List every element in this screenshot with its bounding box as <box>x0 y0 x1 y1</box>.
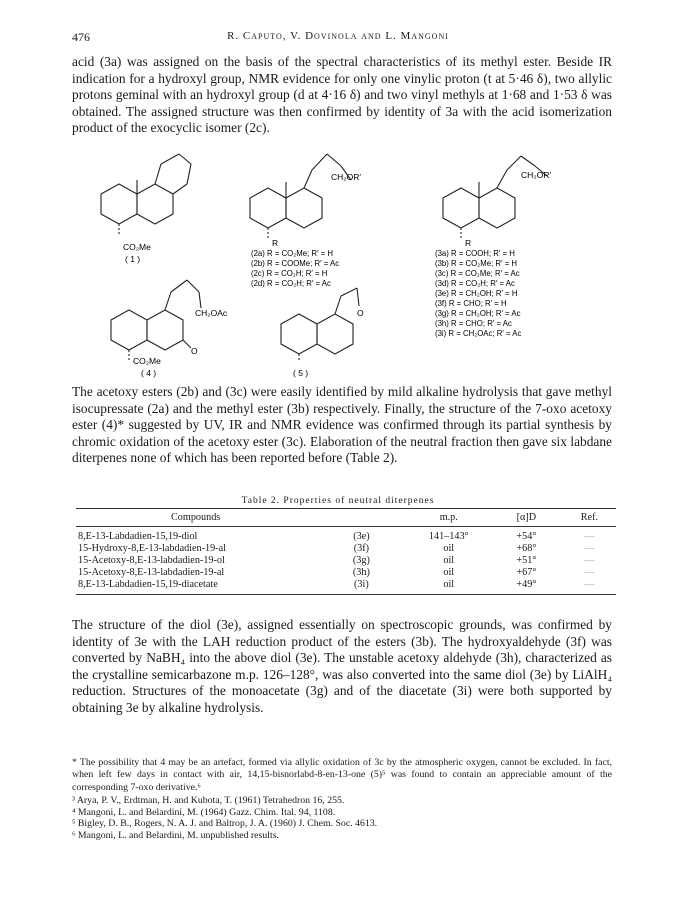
table-row <box>76 555 616 567</box>
cell-ref: — <box>584 543 595 554</box>
reference-item: ⁴ Mangoni, L. and Belardini, M. (1964) Gazz. Chim. Ital. 94, 1108. <box>72 806 336 818</box>
series-2-line: (2d) R = CO₂H; R′ = Ac <box>251 279 331 288</box>
series-2-line: (2b) R = COOMe; R′ = Ac <box>251 259 340 268</box>
cell-compound: 15-Acetoxy-8,E-13-labdadien-19-ol <box>78 555 225 566</box>
compound-5-oxo: O <box>357 308 364 318</box>
compound-4-ch2oac: CH₂OAc <box>195 308 228 318</box>
series-3-line: (3e) R = CH₂OH; R′ = H <box>435 289 518 298</box>
compound-1-structure <box>101 154 191 236</box>
cell-ref: — <box>584 555 595 566</box>
cell-rotation: +68° <box>516 543 537 554</box>
cell-compound: 8,E-13-Labdadien-15,19-diol <box>78 531 198 542</box>
compound-3-ch2or: CH₂OR′ <box>521 170 551 180</box>
compound-2-ch2or: CH₂OR′ <box>331 172 361 182</box>
compound-1-co2me: CO₂Me <box>123 242 151 252</box>
compound-3-r: R <box>465 238 472 248</box>
series-3-line: (3g) R = CH₂OH; R′ = Ac <box>435 309 521 318</box>
reference-item: ⁶ Mangoni, L. and Belardini, M. unpublished results. <box>72 829 279 841</box>
table-row <box>76 543 616 555</box>
col-header-rotation: [α]D <box>490 509 563 527</box>
compound-4-oxo: O <box>191 346 198 356</box>
series-3-list <box>435 249 521 338</box>
compound-4-structure <box>111 280 201 360</box>
cell-rotation: +51° <box>516 555 537 566</box>
series-3-line: (3d) R = CO₂H; R′ = Ac <box>435 279 515 288</box>
cell-compound: 15-Acetoxy-8,E-13-labdadien-19-al <box>78 567 225 578</box>
compound-1-label: ( 1 ) <box>125 254 141 264</box>
reference-item: ⁵ Bigley, D. B., Rogers, N. A. J. and Baltrop, J. A. (1960) J. Chem. Soc. 4613. <box>72 818 378 830</box>
series-2-line: (2a) R = CO₂Me; R′ = H <box>251 249 334 258</box>
reference-list <box>72 795 612 841</box>
cell-rotation: +54° <box>516 531 537 542</box>
cell-mp: oil <box>407 579 490 595</box>
chemical-structure-scheme <box>95 140 595 380</box>
body-paragraph-3: The structure of the diol (3e), assigned essentially on spectroscopic grounds, was confirmed by identity of 3e with the LAH reduction product of the esters (3b). The hydroxyaldehyde (3f) was converted by NaBH₄ into the above diol (3e). The unstable acetoxy aldehyde (3h), characterized as the crystalline semicarbazone m.p. 126–128°, was also converted into the same diol (3e) by LiAlH₄ reduction. Structures of the monoacetate (3g) and of the diacetate (3i) were both supported by obtaining 3e by alkaline hydrolysis. <box>72 617 612 715</box>
compound-4-label: ( 4 ) <box>141 368 157 378</box>
compound-2-r: R <box>272 238 279 248</box>
cell-rotation: +67° <box>516 567 537 578</box>
cell-mp: oil <box>443 555 455 566</box>
compound-3-structure <box>443 156 547 238</box>
col-header-code <box>315 509 407 527</box>
series-3-line: (3c) R = CO₂Me; R′ = Ac <box>435 269 520 278</box>
cell-code: (3i) <box>315 579 407 595</box>
table-title: Table 2. Properties of neutral diterpenes <box>241 496 435 506</box>
compound-5-structure <box>281 288 359 362</box>
cell-compound: 8,E-13-Labdadien-15,19-diacetate <box>76 579 315 595</box>
series-2-list <box>251 249 339 288</box>
cell-rotation: +49° <box>490 579 563 595</box>
cell-ref: — <box>563 579 616 595</box>
col-header-compounds: Compounds <box>76 509 315 527</box>
table-row <box>76 579 616 595</box>
series-3-line: (3i) R = CH₂OAc; R′ = Ac <box>435 329 522 338</box>
col-header-ref: Ref. <box>563 509 616 527</box>
body-paragraph-2: The acetoxy esters (2b) and (3c) were easily identified by mild alkaline hydrolysis that gave methyl isocupressate (2a) and the methyl ester (3b) respectively. Finally, the structure of the 7-oxo acetoxy ester (4)* suggested by UV, IR and NMR evidence was confirmed through its partial synthesis by chromic oxidation of the acetoxy ester (3c). Elaboration of the neutral fraction then gave six labdane diterpenes none of which has been reported before (Table 2). <box>72 384 612 466</box>
cell-mp: oil <box>443 567 455 578</box>
running-header-authors: R. Caputo, V. Dovinola and L. Mangoni <box>227 30 449 42</box>
series-3-line: (3f) R = CHO; R′ = H <box>435 299 507 308</box>
body-paragraph-1: acid (3a) was assigned on the basis of the spectral characteristics of its methyl ester. Beside IR indication for a hydroxyl group, NMR evidence for only one vinylic proton (t at 5·46 δ), two allylic protons geminal with an hydroxyl group (d at 4·16 δ) and two vinyl methyls at 1·68 and 1·53 δ was obtained. The assigned structure was then confirmed by identity of 3a with the acid isomerization product of the exocyclic isomer (2c). <box>72 54 612 136</box>
series-2-line: (2c) R = CO₂H; R′ = H <box>251 269 328 278</box>
reference-item: ³ Arya, P. V., Erdtman, H. and Kubota, T. (1961) Tetrahedron 16, 255. <box>72 795 345 806</box>
table-row <box>76 527 616 544</box>
properties-table <box>76 508 616 595</box>
cell-ref: — <box>584 567 595 578</box>
col-header-mp: m.p. <box>407 509 490 527</box>
series-3-line: (3b) R = CO₂Me; R′ = H <box>435 259 518 268</box>
cell-code: (3f) <box>353 543 370 554</box>
cell-code: (3h) <box>352 567 370 578</box>
series-3-line: (3a) R = COOH; R′ = H <box>435 249 515 258</box>
page-number: 476 <box>72 30 90 44</box>
cell-mp: oil <box>443 543 455 554</box>
compound-4-co2me: CO₂Me <box>133 356 161 366</box>
cell-compound: 15-Hydroxy-8,E-13-labdadien-19-al <box>78 543 226 554</box>
cell-ref: — <box>584 531 595 542</box>
cell-code: (3g) <box>352 555 370 566</box>
table-row <box>76 567 616 579</box>
table-header-row <box>76 509 616 527</box>
compound-2-structure <box>250 154 351 238</box>
footnote-star: * The possibility that 4 may be an artefact, formed via allylic oxidation of 3c by the atmospheric oxygen, cannot be excluded. In fact, when left few days in contact with air, 14,15-bisnorlabd-8-en-13-one (5)⁵ was found to contain an appreciable amount of the corresponding 7-oxo derivative.⁶ <box>72 757 612 793</box>
compound-5-label: ( 5 ) <box>293 368 309 378</box>
cell-code: (3e) <box>353 531 370 542</box>
cell-mp: 141–143° <box>428 531 469 542</box>
series-3-line: (3h) R = CHO; R′ = Ac <box>435 319 512 328</box>
